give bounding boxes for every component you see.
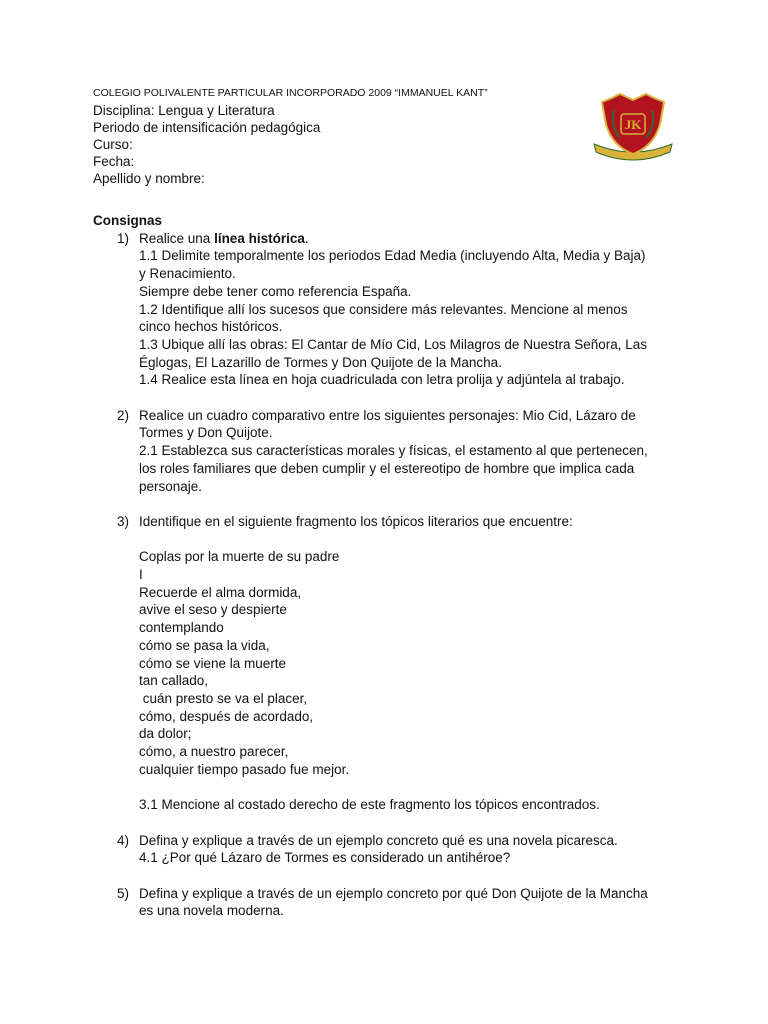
item-number: 5) (117, 885, 130, 901)
instruction-item-3 (93, 513, 674, 814)
intro-text: Realice una (139, 230, 215, 246)
item-line: 1.4 Realice esta línea en hoja cuadriculada con letra prolija y adjúntela al trabajo. (139, 372, 625, 388)
instruction-item-2 (93, 407, 674, 496)
item-number: 3) (117, 513, 130, 529)
subject-line: Disciplina: Lengua y Literatura (93, 103, 275, 118)
poem-line: contemplando (139, 620, 224, 636)
period-line: Periodo de intensificación pedagógica (93, 120, 321, 135)
item-line: es una novela moderna. (139, 903, 284, 919)
item-line: Defina y explique a través de un ejemplo concreto qué es una novela picaresca. (139, 832, 618, 848)
item-line: 1.2 Identifique allí los sucesos que considere más relevantes. Mencione al menos (139, 301, 628, 317)
item-line: Defina y explique a través de un ejemplo concreto por qué Don Quijote de la Mancha (139, 885, 648, 901)
poem-line: cómo se viene la muerte (139, 655, 287, 671)
item-line: y Renacimiento. (139, 266, 236, 282)
poem-line: avive el seso y despierte (139, 602, 287, 618)
crest-initials: JK (624, 117, 642, 132)
poem-line: I (139, 567, 143, 583)
intro-bold-text: línea histórica (214, 230, 305, 246)
item-line: 4.1 ¿Por qué Lázaro de Tormes es considerado un antihéroe? (139, 850, 511, 866)
item-line: personaje. (139, 478, 203, 494)
item-number: 4) (117, 832, 130, 848)
poem-line: cómo, a nuestro parecer, (139, 744, 289, 760)
item-line: Églogas, El Lazarillo de Tormes y Don Quijote de la Mancha. (139, 354, 502, 370)
poem-line: tan callado, (139, 673, 209, 689)
item-line: 2.1 Establezca sus características morales y físicas, el estamento al que pertenecen, (139, 443, 648, 459)
poem-title: Coplas por la muerte de su padre (139, 549, 340, 565)
document-header (93, 86, 613, 187)
instructions (93, 212, 674, 920)
poem-fragment (139, 548, 674, 778)
item-number: 2) (117, 407, 130, 423)
instruction-item-1 (93, 230, 674, 389)
school-name: COLEGIO POLIVALENTE PARTICULAR INCORPORADO 2009 “IMMANUEL KANT” (93, 87, 488, 99)
course-line: Curso: (93, 137, 133, 152)
poem-line: cómo, después de acordado, (139, 708, 314, 724)
poem-line: cuán presto se va el placer, (139, 690, 308, 706)
item-line: Tormes y Don Quijote. (139, 425, 273, 441)
date-line: Fecha: (93, 154, 135, 169)
item-intro (139, 230, 674, 248)
intro-period: . (304, 230, 309, 246)
school-crest-logo (590, 92, 676, 168)
item-line: Identifique en el siguiente fragmento los tópicos literarios que encuentre: (139, 513, 573, 529)
poem-line: cualquier tiempo pasado fue mejor. (139, 761, 350, 777)
item-line: 1.3 Ubique allí las obras: El Cantar de Mío Cid, Los Milagros de Nuestra Señora, Las (139, 336, 648, 352)
poem-line: da dolor; (139, 726, 192, 742)
instruction-item-5 (93, 885, 674, 920)
item-line: cinco hechos históricos. (139, 319, 283, 335)
instructions-title: Consignas (93, 213, 163, 228)
item-line: Siempre debe tener como referencia España. (139, 283, 412, 299)
item-line: Realice un cuadro comparativo entre los siguientes personajes: Mio Cid, Lázaro de (139, 407, 636, 423)
poem-line: Recuerde el alma dormida, (139, 584, 302, 600)
poem-line: cómo se pasa la vida, (139, 637, 270, 653)
item-line: 3.1 Mencione al costado derecho de este fragmento los tópicos encontrados. (139, 797, 600, 813)
item-line: 1.1 Delimite temporalmente los periodos Edad Media (incluyendo Alta, Media y Baja) (139, 248, 646, 264)
name-line: Apellido y nombre: (93, 171, 205, 186)
item-line: los roles familiares que deben cumplir y el estereotipo de hombre que implica cada (139, 460, 635, 476)
item-number: 1) (117, 230, 130, 246)
instruction-item-4 (93, 832, 674, 867)
